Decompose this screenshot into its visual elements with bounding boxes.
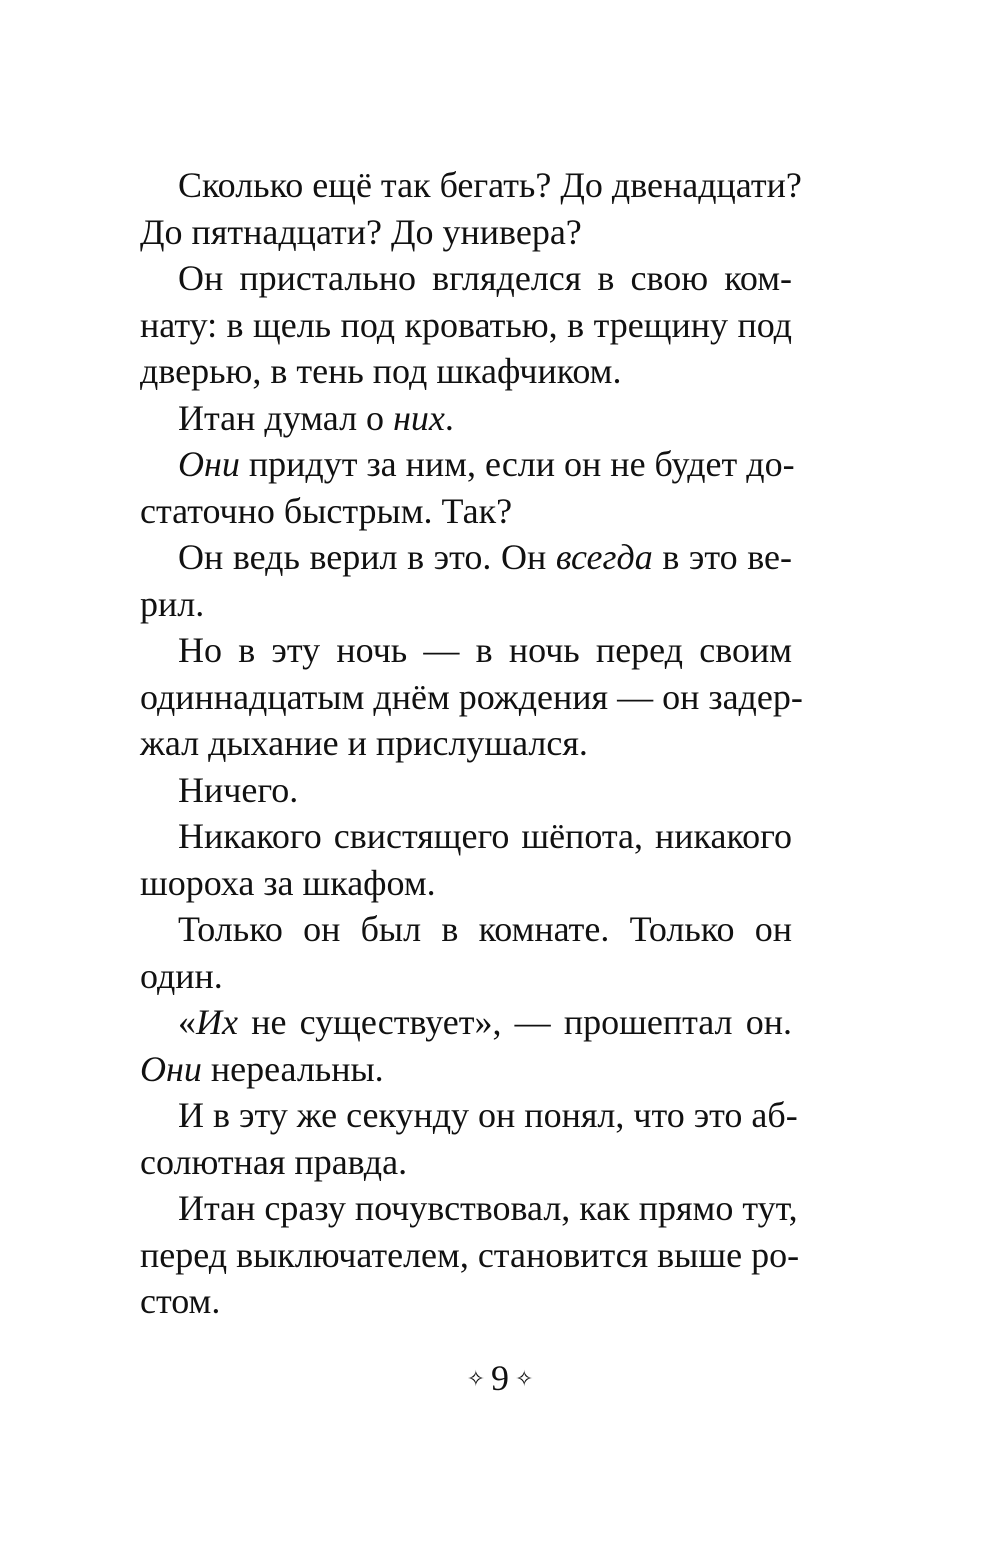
text-line — [140, 674, 803, 721]
text-line — [140, 1185, 798, 1232]
text-run: шороха за шкафом. — [140, 862, 436, 903]
text-line — [140, 813, 792, 860]
paragraph — [140, 255, 792, 395]
text-run: Он пристально вгляделся в свою ком- — [178, 258, 792, 298]
text-line — [140, 441, 795, 488]
text-run: Итан думал о — [178, 397, 394, 438]
text-line — [140, 1139, 792, 1186]
text-run: придут за ним, если он не будет до- — [239, 444, 795, 484]
italic-text: Их — [196, 1002, 238, 1042]
folio-ornament-right-icon: ✧ — [515, 1365, 534, 1391]
text-run: Только он был в комнате. Только он — [178, 909, 792, 949]
text-run: « — [178, 1002, 196, 1042]
text-line — [140, 720, 792, 767]
text-run: перед выключателем, становится выше ро- — [140, 1234, 800, 1275]
text-line — [140, 860, 792, 907]
text-run: жал дыхание и прислушался. — [140, 723, 588, 763]
text-run: рил. — [140, 583, 205, 624]
text-line — [140, 534, 792, 581]
text-line — [140, 162, 802, 209]
paragraph — [140, 395, 792, 442]
paragraph — [140, 627, 803, 767]
italic-text: всегда — [555, 537, 653, 577]
paragraph — [140, 1092, 798, 1185]
text-run: не существует», — прошептал он. — [237, 1002, 792, 1042]
paragraph — [140, 906, 792, 999]
italic-text: Они — [140, 1048, 202, 1089]
text-line — [140, 395, 792, 442]
text-line — [140, 627, 792, 674]
text-line — [140, 1092, 798, 1139]
text-run: солютная правда. — [140, 1141, 408, 1182]
text-line — [140, 302, 792, 349]
text-run: Сколько ещё так бегать? До двенадцати? — [178, 165, 802, 205]
page-folio — [0, 1358, 1000, 1402]
text-run: нереальны. — [201, 1048, 384, 1089]
text-run: один. — [140, 955, 223, 996]
body-text — [140, 162, 803, 1325]
text-run: До пятнадцати? До универа? — [140, 211, 582, 252]
text-run: Никакого свистящего шёпота, никакого — [178, 816, 792, 856]
paragraph — [140, 162, 802, 255]
paragraph — [140, 767, 792, 814]
text-line — [140, 999, 792, 1046]
text-line — [140, 1278, 792, 1325]
text-line — [140, 1046, 792, 1093]
text-run: нату: в щель под кроватью, в трещину под — [140, 304, 792, 345]
text-line — [140, 488, 792, 535]
text-run: . — [444, 397, 454, 438]
paragraph — [140, 999, 792, 1092]
text-run: в это ве- — [652, 537, 792, 577]
text-line — [140, 1232, 800, 1279]
page-number: 9 — [491, 1358, 509, 1398]
folio-ornament-left-icon: ✧ — [466, 1365, 485, 1391]
text-line — [140, 581, 792, 628]
text-run: одиннадцатым днём рождения — он задер- — [140, 676, 803, 717]
text-line — [140, 348, 792, 395]
italic-text: Они — [178, 444, 240, 484]
italic-text: них — [393, 397, 445, 438]
paragraph — [140, 813, 792, 906]
text-line — [140, 953, 792, 1000]
text-run: Ничего. — [178, 769, 299, 810]
text-line — [140, 255, 792, 302]
text-line — [140, 767, 792, 814]
text-run: статочно быстрым. Так? — [140, 490, 513, 531]
paragraph — [140, 1185, 800, 1325]
text-line — [140, 209, 792, 256]
text-line — [140, 906, 792, 953]
paragraph — [140, 441, 795, 534]
text-run: Он ведь верил в это. Он — [178, 537, 556, 577]
text-run: дверью, в тень под шкафчиком. — [140, 351, 622, 391]
text-run: Итан сразу почувствовал, как прямо тут, — [178, 1188, 798, 1228]
text-run: стом. — [140, 1281, 221, 1321]
text-run: Но в эту ночь — в ночь перед своим — [178, 630, 792, 670]
text-run: И в эту же секунду он понял, что это аб- — [178, 1095, 798, 1135]
paragraph — [140, 534, 792, 627]
